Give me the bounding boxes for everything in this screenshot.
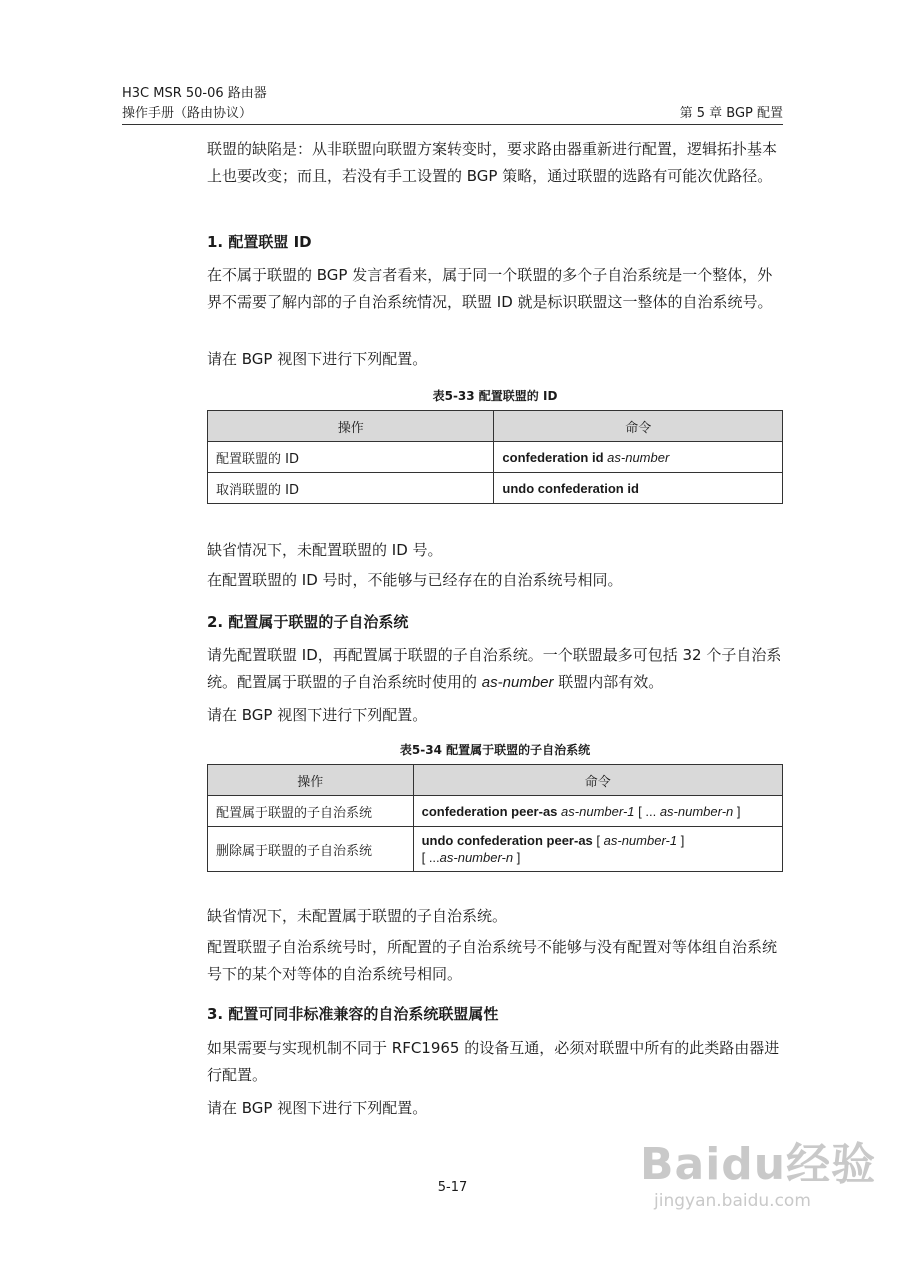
header-divider — [122, 124, 783, 125]
section2-heading: 2. 配置属于联盟的子自治系统 — [207, 613, 409, 631]
command-keyword: confederation peer-as — [421, 803, 558, 819]
intro-paragraph: 联盟的缺陷是：从非联盟向联盟方案转变时，要求路由器重新进行配置，逻辑拓扑基本上也要改变；而且，若没有手工设置的 BGP 策略，通过联盟的选路有可能次优路径。 — [207, 140, 778, 185]
section1-paragraph: 在不属于联盟的 BGP 发言者看来，属于同一个联盟的多个子自治系统是一个整体，外界不需要了解内部的子自治系统情况，联盟 ID 就是标识联盟这一整体的自治系统号。 — [207, 266, 773, 311]
command-cell — [413, 827, 782, 872]
table-row — [208, 827, 783, 872]
command-keyword: undo confederation peer-as — [421, 833, 593, 848]
section3-heading: 3. 配置可同非标准兼容的自治系统联盟属性 — [207, 1005, 499, 1023]
command-cell — [494, 473, 783, 504]
command-bracket: [ ... — [634, 803, 660, 819]
section2-paragraph-text: 请先配置联盟 ID，再配置属于联盟的子自治系统。一个联盟最多可包括 32 个子自治系统。配置属于联盟的子自治系统时使用的 — [207, 646, 782, 691]
operation-cell: 取消联盟的 ID — [208, 473, 494, 504]
table-5-34 — [207, 764, 783, 872]
table-row — [208, 796, 783, 827]
command-argument: as-number-n — [659, 803, 734, 819]
header-product: H3C MSR 50-06 路由器 — [122, 86, 267, 101]
col-command-header: 命令 — [413, 765, 782, 796]
baidu-watermark — [640, 1140, 876, 1212]
col-operation-header: 操作 — [208, 765, 414, 796]
table-row — [208, 442, 783, 473]
table-header-row — [208, 411, 783, 442]
page-number: 5-17 — [437, 1180, 468, 1195]
section1-default-note: 缺省情况下，未配置联盟的 ID 号。 — [207, 541, 443, 559]
watermark-logo: Baidu经验 — [640, 1139, 877, 1190]
section1-instruction: 请在 BGP 视图下进行下列配置。 — [207, 350, 428, 368]
section2-constraint-note: 配置联盟子自治系统号时，所配置的子自治系统号不能够与没有配置对等体组自治系统号下的某个对等体的自治系统号相同。 — [207, 938, 778, 983]
command-bracket: ] — [733, 803, 741, 819]
section1-heading: 1. 配置联盟 ID — [207, 233, 312, 251]
command-keyword: undo confederation id — [502, 480, 639, 496]
command-cell — [494, 442, 783, 473]
col-operation-header: 操作 — [208, 411, 494, 442]
section2-paragraph — [207, 642, 785, 696]
col-command-header: 命令 — [494, 411, 783, 442]
as-number-term: as-number — [481, 674, 554, 691]
command-bracket: [ — [592, 833, 604, 848]
header-manual: 操作手册（路由协议） — [122, 106, 253, 121]
command-keyword: confederation id — [502, 449, 604, 465]
watermark-url: jingyan.baidu.com — [654, 1191, 811, 1211]
table-5-33 — [207, 410, 783, 504]
operation-cell: 配置属于联盟的子自治系统 — [208, 796, 414, 827]
section3-paragraph: 如果需要与实现机制不同于 RFC1965 的设备互通，必须对联盟中所有的此类路由器进行配置。 — [207, 1039, 780, 1084]
section3-instruction: 请在 BGP 视图下进行下列配置。 — [207, 1099, 428, 1117]
table-5-33-caption: 表5-33 配置联盟的 ID — [432, 389, 558, 403]
command-bracket: [ ... — [421, 850, 440, 865]
section2-paragraph-tail: 联盟内部有效。 — [553, 673, 664, 691]
table-header-row — [208, 765, 783, 796]
command-bracket: ] — [677, 833, 685, 848]
command-bracket: ] — [513, 850, 521, 865]
section2-default-note: 缺省情况下，未配置属于联盟的子自治系统。 — [207, 907, 508, 925]
command-argument: as-number-1 — [603, 833, 678, 848]
table-row — [208, 473, 783, 504]
section1-constraint-note: 在配置联盟的 ID 号时，不能够与已经存在的自治系统号相同。 — [207, 571, 623, 589]
operation-cell: 配置联盟的 ID — [208, 442, 494, 473]
command-argument: as-number — [607, 449, 670, 465]
command-argument: as-number-n — [439, 850, 514, 865]
header-chapter: 第 5 章 BGP 配置 — [679, 106, 783, 121]
table-5-34-caption: 表5-34 配置属于联盟的子自治系统 — [399, 743, 591, 757]
operation-cell: 删除属于联盟的子自治系统 — [208, 827, 414, 872]
command-argument: as-number-1 — [561, 803, 635, 819]
command-cell — [413, 796, 782, 827]
section2-instruction: 请在 BGP 视图下进行下列配置。 — [207, 706, 428, 724]
